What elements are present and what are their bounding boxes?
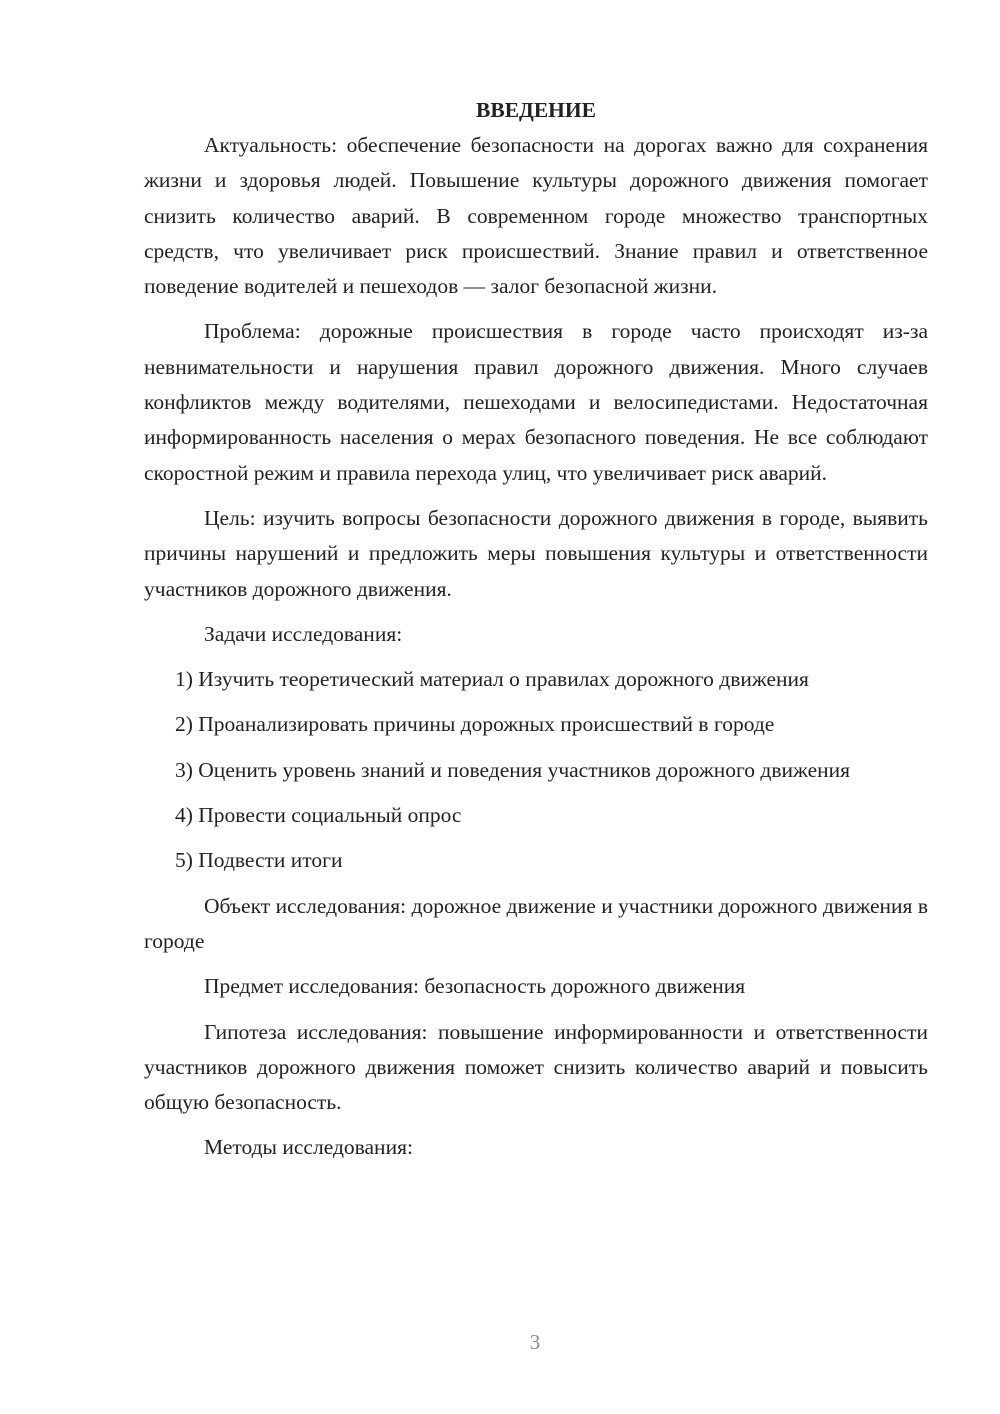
page-title: ВВЕДЕНИЕ	[476, 98, 596, 122]
page-number: 3	[529, 1330, 541, 1354]
paragraph-subject: Предмет исследования: безопасность дорожного движения	[204, 974, 746, 999]
tasks-heading: Задачи исследования:	[204, 621, 403, 646]
paragraph-object: Объект исследования: дорожное движение и участники дорожного движения в городе	[144, 893, 928, 953]
task-item-1: 1) Изучить теоретический материал о правилах дорожного движения	[175, 667, 809, 692]
paragraph-goal: Цель: изучить вопросы безопасности дорожного движения в городе, выявить причины нарушений и предложить меры повышения культуры и ответственности участников дорожного движения.	[144, 505, 928, 601]
page-content	[144, 93, 928, 1166]
task-item-2: 2) Проанализировать причины дорожных происшествий в городе	[175, 712, 775, 737]
paragraph-hypothesis: Гипотеза исследования: повышение информированности и ответственности участников дорожного движения поможет снизить количество аварий и повысить общую безопасность.	[144, 1019, 928, 1115]
paragraph-methods: Методы исследования:	[204, 1135, 413, 1160]
task-item-5: 5) Подвести итоги	[175, 848, 343, 873]
task-item-4: 4) Провести социальный опрос	[175, 803, 462, 828]
paragraph-problem: Проблема: дорожные происшествия в городе часто происходят из-за невнимательности и нарушения правил дорожного движения. Много случаев конфликтов между водителями, пешеходами и велосипедистами. Недостаточная информированность населения о мерах безопасного поведения. Не все соблюдают скоростной режим и правила перехода улиц, что увеличивает риск аварий.	[144, 319, 928, 485]
paragraph-relevance: Актуальность: обеспечение безопасности на дорогах важно для сохранения жизни и здоровья людей. Повышение культуры дорожного движения помогает снизить количество аварий. В современном городе множество транспортных средств, что увеличивает риск происшествий. Знание правил и ответственное поведение водителей и пешеходов — залог безопасной жизни.	[144, 133, 928, 299]
task-item-3: 3) Оценить уровень знаний и поведения участников дорожного движения	[175, 757, 851, 782]
